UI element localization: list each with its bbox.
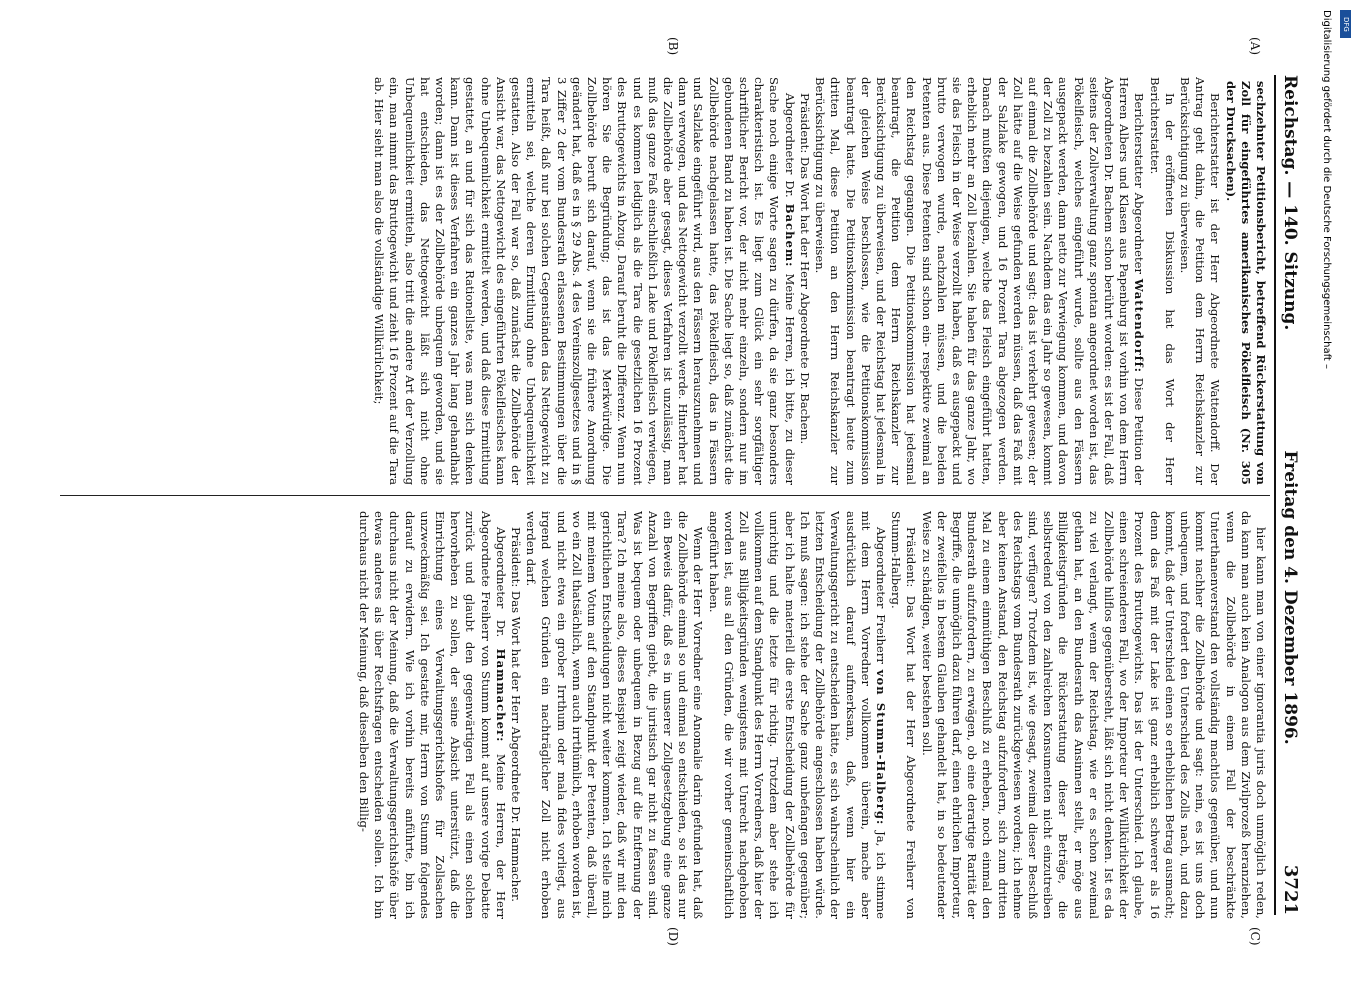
speech-text: Diese Petition der Herren Albers und Klasen aus Papenburg ist vorhin von dem Herrn Abgeordneten Dr. Bachem schon berührt worden: es ist der Fall, daß seitens der Zollverwaltung ganz spontan angeordnet worden ist, das Pökelfleisch, welches eingeführt wurde, sollte aus den Fässern ausgepackt werden, dann netto zur Verwiegung kommen, und davon der Zoll zu bezahlen sein. Nachdem das ein Jahr so gewesen, kommt auf einmal die Zollbehörde und sagt: das ist verkehrt gewesen; der Zoll hätte auf die Weise gefunden werden müssen, daß das Faß mit der Salzlake gewogen, und 16 Prozent Tara abgezogen werden. Danach mußten diejenigen, welche das Fleisch eingeführt hatten, erheblich mehr an Zoll bezahlen. Sie haben für das ganze Jahr, wo sie das Fleisch in der Weise verzollt haben, daß es ausgepackt und brutto verwogen wurde, nachzahlen müssen, und die beiden Petenten aus. Diese Petenten sind schon ein- respektive zweimal an den Reichstag gegangen. Die Petitionskommission hat jedesmal beantragt, die Petition dem Herrn Reichskanzler zur Berücksichtigung zu überweisen, und der Reichstag hat jedesmal in der gleichen Weise beschlossen, wie die Petitionskommission beantragt hatte. Die Petitionskommission beantragt heute zum dritten Mal, diese Petition an den Herrn Reichskanzler zur Berücksichtigung zu überweisen. bbox=[813, 77, 1147, 485]
paragraph: In der eröffneten Diskussion hat das Wort der Herr Berichterstatter. bbox=[1147, 77, 1177, 485]
speech-paragraph bbox=[812, 77, 1146, 485]
header-date: Freitag den 4. Dezember 1896. bbox=[1280, 450, 1300, 745]
paragraph: Präsident: Das Wort hat der Herr Abgeordnete Freiherr von Stumm-Halberg. bbox=[889, 511, 919, 919]
speech-paragraph bbox=[705, 511, 887, 919]
margin-letter-d: (D) bbox=[666, 927, 680, 946]
speaker-name: Wattendorff: bbox=[1132, 278, 1147, 373]
margin-letter-c: (C) bbox=[1248, 927, 1262, 946]
paragraph: Präsident: Das Wort hat der Herr Abgeordnete Dr. Hammacher. bbox=[509, 527, 524, 902]
page-header bbox=[1280, 75, 1310, 915]
speaker-title: Abgeordneter Dr. bbox=[493, 527, 508, 649]
header-session: Reichstag. — 140. Sitzung. bbox=[1280, 75, 1300, 331]
scanned-page bbox=[20, 15, 1310, 975]
dfg-logo: DFG bbox=[1340, 10, 1351, 38]
digitization-notice-text: Digitalisierung gefördert durch die Deutsche Forschungsgemeinschaft – bbox=[1321, 10, 1332, 370]
margin-letter-a: (A) bbox=[1248, 37, 1262, 56]
column-divider bbox=[60, 495, 1270, 496]
speech-text: Ja, ich stimme mit dem Herrn Vorredner vollkommen überein, mache aber ausdrücklich darauf aufmerksam, daß, wenn hier ein Verwaltungsgericht zu entscheiden hätte, es sich wahrscheinlich der letzten Entscheidung der Zollbehörde angeschlossen haben würde. Ich muß sagen: ich stehe der Sache ganz unbefangen gegenüber; aber ich halte materiell die erste Entscheidung der Zollbehörde für unrichtig und die letzte für richtig. Trotzdem aber stehe ich vollkommen auf dem Standpunkt des Herrn Vorredners, daß hier der Zoll aus Billigkeitsgründen wenigstens mit Unrecht nachgehoben worden ist, aus all den Gründen, die wir vorher gemeinschaftlich angeführt haben. bbox=[706, 511, 888, 919]
speech-paragraph bbox=[356, 511, 508, 919]
speaker-name: von Stumm-Halberg: bbox=[873, 669, 888, 826]
header-rule bbox=[1274, 75, 1276, 915]
speaker-name: Bachem: bbox=[782, 203, 797, 268]
speaker-title: Abgeordneter Dr. bbox=[782, 93, 797, 204]
paragraph: Präsident: Das Wort hat der Herr Abgeordnete Dr. Bachem. bbox=[797, 93, 812, 445]
speech-text: Meine Herren, ich bitte, zu dieser Sache noch einige Worte sagen zu dürfen, da sie ganz besonders charakteristisch ist. Es liegt zum Glück ein sehr sorgfältiger schriftlicher Bericht vor, der nicht mehr einzeln, sondern nur im gebundenen Band zu haben ist. Die Sache liegt so, daß zunächst die Zollbehörde nachgelassen hatte, das Pökelfleisch, das in Fässern und Salzlake eingeführt wird, aus den Fässern herauszunehmen und dann verwogen, und das Nettogewicht verzollt werde. Hinterher hat die Zollbehörde aber gesagt, dieses Verfahren ist unzulässig, man muß das ganze Faß einschließlich Lake und Pökelfleisch verwiegen, und es kommen lediglich als die Tara die gesetzlichen 16 Prozent des Bruttogewichts in Abzug. Darauf beruht die Differenz. Wenn nun hören Sie die Begründung; das ist das Merkwürdige. Die Zollbehörde beruft sich darauf, wenn sie die frühere Anordnung geändert hat, daß es in § 29 Abs. 4 des Vereinszollgesetzes und in § 3 Ziffer 2 der vom Bundesrath erlassenen Bestimmungen über die Tara heißt, daß nur bei solchen Gegenständen das Nettogewicht zu ermitteln sei, welche deren Ermittlung ohne Unbequemlichkeit gestatten. Also der Fall war so, daß zunächst die Zollbehörde der Ansicht war, das Nettogewicht des eingeführten Pökelfleisches kann ohne Unbequemlichkeit ermittelt werden, und daß diese Ermittlung gestattet, an und für sich das Rationellste, was man sich denken kann. Dann ist dieses Verfahren ein ganzes Jahr lang gehandhabt worden; dann ist es der Zollbehörde unbequem geworden, und sie hat entschieden, das Nettogewicht läßt sich nicht ohne Unbequemlichkeit ermitteln, also tritt die andere Art der Verzollung ein, man nimmt das Bruttogewicht und zieht 16 Prozent auf die Tara ab. Hier sieht man also die vollständige Willkürlichkeit; bbox=[372, 77, 797, 485]
paragraph: Berichterstatter ist der Herr Abgeordnete Wattendorff. Der Antrag geht dahin, die Petition dem Herrn Reichskanzler zur Berücksichtigung zu überweisen. bbox=[1177, 77, 1223, 485]
right-column bbox=[58, 511, 1268, 919]
margin-letter-b: (B) bbox=[666, 37, 680, 56]
section-heading: sechzehnter Petitionsbericht, betreffend Rückerstattung von Zoll für eingeführtes amerikanisches Pökelfleisch (Nr. 305 der Drucksachen). bbox=[1223, 81, 1268, 485]
paragraph: Wenn der Herr Vorredner eine Anomalie darin gefunden hat, daß die Zollbehörde einmal so und einmal so entschieden, so ist das nur ein Beweis dafür, daß es in unserer Zollgesetzgebung eine ganze Anzahl von Begriffen giebt, die juristisch gar nicht zu fassen sind. Was ist bequem oder unbequem in Bezug auf die Entfernung der Tara? Ich meine also, dieses Beispiel zeigt wieder, daß wir mit den gerichtlichen Entscheidungen nicht weiter kommen. Ich stelle mich mit meinem Votum auf den Standpunkt der Petenten, daß überall, wo ein Zoll thatsächlich, wenn auch irrthümlich, erhoben worden ist, und nicht etwa ein grober Irrthum oder mala fides vorliegt, aus irgend welchen Gründen ein nachträglicher Zoll nicht erhoben werden darf. bbox=[524, 511, 706, 919]
speech-paragraph bbox=[371, 77, 797, 485]
speaker-name: Hammacher: bbox=[493, 648, 508, 743]
left-column bbox=[58, 77, 1268, 485]
speaker-title: Abgeordneter Freiherr bbox=[873, 527, 888, 670]
speech-text: Meine Herren, der Herr Abgeordnete Freiherr von Stumm kommt auf unsere vorige Debatte zurück und glaubt den gegenwärtigen Fall als einen solchen hervorheben zu sollen, der seine Absicht unterstützt, daß die Einrichtung eines Verwaltungsgerichtshofes für Zollsachen unzweckmäßig sei. Ich gestatte mir, Herrn von Stumm folgendes darauf zu erwidern. Wie ich vorhin bereits anführte, bin ich durchaus nicht der Meinung, daß die Verwaltungsgerichtshöfe über etwas anderes als über Rechtsfragen entscheiden sollen. Ich bin durchaus nicht der Meinung, daß dieselben den Billig- bbox=[357, 511, 508, 919]
speaker-title: Berichterstatter Abgeordneter bbox=[1132, 93, 1147, 279]
page-number: 3721 bbox=[1280, 864, 1301, 915]
digitization-notice bbox=[1318, 10, 1338, 990]
paragraph: hier kann man von einer ignorantia juris doch unmöglich reden, da kann man auch kein Analogon aus dem Zivilprozeß heranziehen, wenn die Zollbehörde in einem Fall der beschränkte Unterthanenverstand den vollständig machtlos gegenüber, und nun kommt nachher die Zollbehörde und sagt: nein, es ist uns doch unbequem, und fordert den Unterschied des Zolls nach, und dazu kommt, daß der Unterschied einen so erheblichen Betrag ausmacht; denn das Faß mit der Lake ist ganz erheblich schwerer als 16 Prozent des Bruttogewichts. Das ist der Unterschied. Ich glaube, einen schreienderen Fall, wo der Importeur der Willkürlichkeit der Zollbehörde hilflos gegenübersteht, läßt sich nicht denken. Ist es da zu viel verlangt, wenn der Reichstag, wie er es schon zweimal gethan hat, an den Bundesrath das Ansinnen stellt, er möge aus Billigkeitsgründen die Rückerstattung dieser Beträge, die selbstredend von den zahlreichen Konsumenten nicht einzutreiben sind, verfügen? Trotzdem ist, wie gesagt, zweimal dieser Beschluß des Reichstags vom Bundesrath zurückgewiesen worden; ich nehme aber keinen Anstand, den Reichstag aufzufordern, sich zum dritten Mal zu einem einmüthigen Beschluß zu erheben, noch einmal den Bundesrath aufzufordern, zu erwägen, ob eine derartige Rarität der Begriffe, die unmöglich dazu führen darf, einen ehrlichen Importeur, der zweifellos in bestem Glauben gehandelt hat, in so bedeutender Weise zu schädigen, weiter bestehen soll. bbox=[919, 511, 1268, 919]
